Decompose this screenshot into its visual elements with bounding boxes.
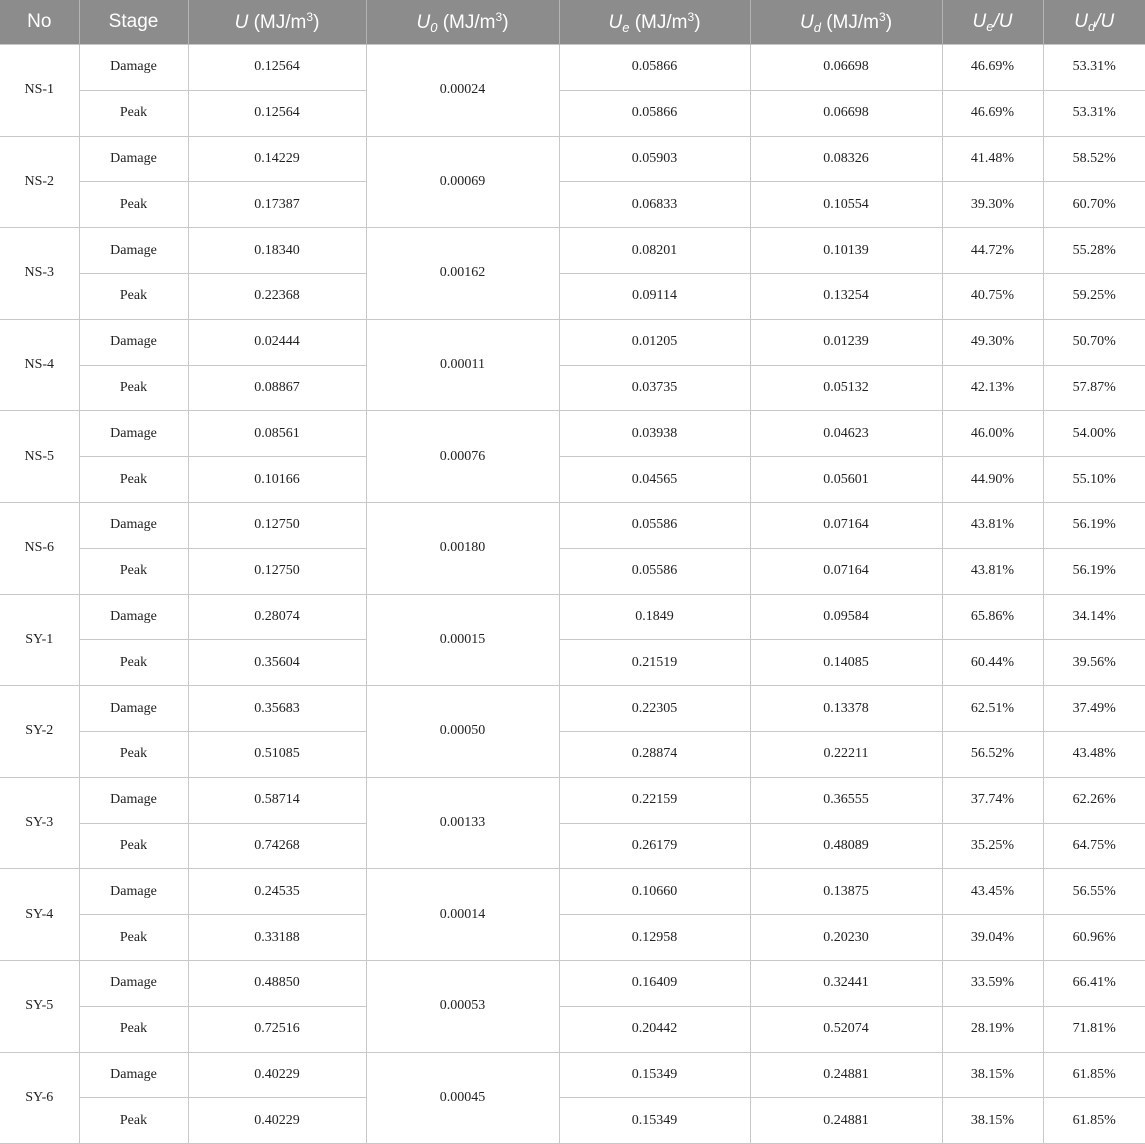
specimen-no-cell: NS-5 xyxy=(0,411,79,503)
u-cell: 0.33188 xyxy=(188,915,366,961)
stage-cell: Damage xyxy=(79,777,188,823)
ud-cell: 0.05132 xyxy=(750,365,942,411)
ue-ratio-cell: 44.72% xyxy=(942,228,1043,274)
u-cell: 0.17387 xyxy=(188,182,366,228)
table-row xyxy=(0,1052,1145,1098)
specimen-no-cell: NS-4 xyxy=(0,319,79,411)
ud-ratio-symbol: U xyxy=(1074,10,1088,32)
u-cell: 0.28074 xyxy=(188,594,366,640)
stage-cell: Damage xyxy=(79,45,188,91)
ud-ratio-cell: 55.10% xyxy=(1043,457,1145,503)
stage-cell: Damage xyxy=(79,411,188,457)
ud-cell: 0.13875 xyxy=(750,869,942,915)
u0-cell: 0.00014 xyxy=(366,869,559,961)
ud-cell: 0.07164 xyxy=(750,502,942,548)
u-cell: 0.24535 xyxy=(188,869,366,915)
ue-cell: 0.04565 xyxy=(559,457,750,503)
ud-cell: 0.08326 xyxy=(750,136,942,182)
ue-cell: 0.05866 xyxy=(559,90,750,136)
ue-cell: 0.12958 xyxy=(559,915,750,961)
ue-cell: 0.09114 xyxy=(559,273,750,319)
ud-cell: 0.13378 xyxy=(750,686,942,732)
table-row xyxy=(0,777,1145,823)
u0-cell: 0.00133 xyxy=(366,777,559,869)
specimen-no-cell: SY-1 xyxy=(0,594,79,686)
ue-unit: (MJ/m xyxy=(634,11,688,33)
stage-cell: Peak xyxy=(79,365,188,411)
ue-ratio-cell: 41.48% xyxy=(942,136,1043,182)
ud-ratio-cell: 59.25% xyxy=(1043,273,1145,319)
ud-cell: 0.14085 xyxy=(750,640,942,686)
header-ue xyxy=(559,0,750,45)
table-row xyxy=(0,502,1145,548)
table-row xyxy=(0,686,1145,732)
u0-cell: 0.00053 xyxy=(366,960,559,1052)
ud-cell: 0.48089 xyxy=(750,823,942,869)
u-cell: 0.74268 xyxy=(188,823,366,869)
header-no: No xyxy=(0,0,79,45)
u0-unit-exp: 3 xyxy=(495,9,503,24)
ud-unit-exp: 3 xyxy=(879,9,886,24)
ue-cell: 0.05586 xyxy=(559,548,750,594)
ud-cell: 0.10554 xyxy=(750,182,942,228)
u-cell: 0.18340 xyxy=(188,228,366,274)
table-row xyxy=(0,182,1145,228)
ue-cell: 0.21519 xyxy=(559,640,750,686)
stage-cell: Peak xyxy=(79,731,188,777)
stage-cell: Peak xyxy=(79,1006,188,1052)
ue-ratio-symbol: U xyxy=(972,10,987,32)
ud-ratio-cell: 58.52% xyxy=(1043,136,1145,182)
u-cell: 0.48850 xyxy=(188,960,366,1006)
table-row xyxy=(0,136,1145,182)
u-cell: 0.58714 xyxy=(188,777,366,823)
header-ud xyxy=(750,0,942,45)
u-cell: 0.12750 xyxy=(188,548,366,594)
ud-ratio-cell: 53.31% xyxy=(1043,45,1145,91)
ue-ratio-cell: 39.04% xyxy=(942,915,1043,961)
ue-subscript: e xyxy=(622,19,630,35)
u0-cell: 0.00162 xyxy=(366,228,559,320)
ud-ratio-cell: 61.85% xyxy=(1043,1052,1145,1098)
table-row xyxy=(0,640,1145,686)
stage-cell: Damage xyxy=(79,136,188,182)
u0-cell: 0.00180 xyxy=(366,502,559,594)
ud-cell: 0.13254 xyxy=(750,273,942,319)
ue-cell: 0.26179 xyxy=(559,823,750,869)
header-u0 xyxy=(366,0,559,45)
ue-ratio-cell: 46.00% xyxy=(942,411,1043,457)
ue-cell: 0.03938 xyxy=(559,411,750,457)
ue-cell: 0.28874 xyxy=(559,731,750,777)
ud-ratio-cell: 37.49% xyxy=(1043,686,1145,732)
ue-ratio-cell: 35.25% xyxy=(942,823,1043,869)
stage-cell: Damage xyxy=(79,869,188,915)
table-row xyxy=(0,319,1145,365)
ue-cell: 0.15349 xyxy=(559,1098,750,1144)
ue-cell: 0.1849 xyxy=(559,594,750,640)
ud-ratio-cell: 61.85% xyxy=(1043,1098,1145,1144)
ue-ratio-cell: 49.30% xyxy=(942,319,1043,365)
u-cell: 0.72516 xyxy=(188,1006,366,1052)
ue-cell: 0.10660 xyxy=(559,869,750,915)
ue-ratio-cell: 44.90% xyxy=(942,457,1043,503)
specimen-no-cell: NS-1 xyxy=(0,45,79,137)
stage-cell: Damage xyxy=(79,594,188,640)
table-row xyxy=(0,823,1145,869)
ud-cell: 0.24881 xyxy=(750,1052,942,1098)
ue-cell: 0.03735 xyxy=(559,365,750,411)
u-cell: 0.14229 xyxy=(188,136,366,182)
table-body xyxy=(0,45,1145,1144)
u0-subscript: 0 xyxy=(430,19,438,35)
ue-ratio-cell: 43.45% xyxy=(942,869,1043,915)
u-cell: 0.35683 xyxy=(188,686,366,732)
specimen-no-cell: NS-3 xyxy=(0,228,79,320)
stage-cell: Damage xyxy=(79,1052,188,1098)
stage-cell: Damage xyxy=(79,686,188,732)
stage-cell: Peak xyxy=(79,182,188,228)
specimen-no-cell: NS-2 xyxy=(0,136,79,228)
ue-cell: 0.05903 xyxy=(559,136,750,182)
specimen-no-cell: SY-5 xyxy=(0,960,79,1052)
table-row xyxy=(0,365,1145,411)
ue-cell: 0.06833 xyxy=(559,182,750,228)
ue-ratio-cell: 33.59% xyxy=(942,960,1043,1006)
ue-cell: 0.16409 xyxy=(559,960,750,1006)
ud-unit: (MJ/m xyxy=(826,11,879,33)
ue-ratio-subscript: e xyxy=(986,18,994,34)
ud-ratio-cell: 39.56% xyxy=(1043,640,1145,686)
u0-cell: 0.00024 xyxy=(366,45,559,137)
u-cell: 0.22368 xyxy=(188,273,366,319)
ud-ratio-cell: 56.19% xyxy=(1043,548,1145,594)
ud-cell: 0.36555 xyxy=(750,777,942,823)
stage-cell: Damage xyxy=(79,502,188,548)
u-cell: 0.40229 xyxy=(188,1052,366,1098)
ue-ratio-cell: 46.69% xyxy=(942,90,1043,136)
table-row xyxy=(0,548,1145,594)
table-row xyxy=(0,869,1145,915)
ud-cell: 0.06698 xyxy=(750,45,942,91)
u0-cell: 0.00050 xyxy=(366,686,559,778)
ue-ratio-cell: 60.44% xyxy=(942,640,1043,686)
u-cell: 0.51085 xyxy=(188,731,366,777)
ud-ratio-cell: 34.14% xyxy=(1043,594,1145,640)
ud-cell: 0.01239 xyxy=(750,319,942,365)
ud-cell: 0.10139 xyxy=(750,228,942,274)
ue-ratio-cell: 28.19% xyxy=(942,1006,1043,1052)
ue-ratio-cell: 42.13% xyxy=(942,365,1043,411)
u0-cell: 0.00011 xyxy=(366,319,559,411)
header-stage: Stage xyxy=(79,0,188,45)
ue-ratio-cell: 38.15% xyxy=(942,1052,1043,1098)
ud-cell: 0.06698 xyxy=(750,90,942,136)
ud-cell: 0.05601 xyxy=(750,457,942,503)
ud-cell: 0.20230 xyxy=(750,915,942,961)
ue-ratio-cell: 65.86% xyxy=(942,594,1043,640)
ud-ratio-cell: 66.41% xyxy=(1043,960,1145,1006)
ue-symbol: U xyxy=(608,11,623,33)
specimen-no-cell: SY-2 xyxy=(0,686,79,778)
ud-ratio-subscript: d xyxy=(1088,18,1096,34)
u0-unit-close: ) xyxy=(502,11,509,33)
stage-cell: Peak xyxy=(79,915,188,961)
u0-symbol: U xyxy=(416,11,431,33)
header-ue-ratio xyxy=(942,0,1043,45)
u0-cell: 0.00015 xyxy=(366,594,559,686)
u-unit: (MJ/m xyxy=(253,12,307,33)
ue-ratio-cell: 43.81% xyxy=(942,502,1043,548)
ue-ratio-cell: 62.51% xyxy=(942,686,1043,732)
ue-cell: 0.05866 xyxy=(559,45,750,91)
u0-cell: 0.00076 xyxy=(366,411,559,503)
ud-cell: 0.32441 xyxy=(750,960,942,1006)
u-cell: 0.08561 xyxy=(188,411,366,457)
ue-ratio-cell: 46.69% xyxy=(942,45,1043,91)
ud-ratio-cell: 57.87% xyxy=(1043,365,1145,411)
u-cell: 0.02444 xyxy=(188,319,366,365)
ue-cell: 0.22305 xyxy=(559,686,750,732)
u-cell: 0.40229 xyxy=(188,1098,366,1144)
stage-cell: Damage xyxy=(79,960,188,1006)
stage-cell: Damage xyxy=(79,228,188,274)
ud-ratio-cell: 55.28% xyxy=(1043,228,1145,274)
u-cell: 0.12564 xyxy=(188,90,366,136)
table-row xyxy=(0,1098,1145,1144)
ud-ratio-cell: 62.26% xyxy=(1043,777,1145,823)
stage-cell: Damage xyxy=(79,319,188,365)
u-unit-exp: 3 xyxy=(306,10,314,24)
table-row xyxy=(0,273,1145,319)
u-cell: 0.35604 xyxy=(188,640,366,686)
specimen-no-cell: NS-6 xyxy=(0,502,79,594)
table-row xyxy=(0,457,1145,503)
u-cell: 0.10166 xyxy=(188,457,366,503)
header-row xyxy=(0,0,1145,45)
ue-ratio-cell: 38.15% xyxy=(942,1098,1043,1144)
u0-cell: 0.00069 xyxy=(366,136,559,228)
ud-ratio-cell: 54.00% xyxy=(1043,411,1145,457)
stage-cell: Peak xyxy=(79,823,188,869)
u-unit-close: ) xyxy=(313,12,320,33)
stage-cell: Peak xyxy=(79,1098,188,1144)
ud-ratio-cell: 50.70% xyxy=(1043,319,1145,365)
stage-cell: Peak xyxy=(79,457,188,503)
specimen-no-cell: SY-6 xyxy=(0,1052,79,1144)
ud-ratio-divisor: /U xyxy=(1095,10,1115,32)
header-ud-ratio xyxy=(1043,0,1145,45)
table-row xyxy=(0,915,1145,961)
table-header xyxy=(0,0,1145,45)
ud-ratio-cell: 71.81% xyxy=(1043,1006,1145,1052)
table-row xyxy=(0,90,1145,136)
ud-ratio-cell: 60.70% xyxy=(1043,182,1145,228)
ud-ratio-cell: 60.96% xyxy=(1043,915,1145,961)
ud-unit-close: ) xyxy=(885,11,893,33)
ud-cell: 0.52074 xyxy=(750,1006,942,1052)
u-cell: 0.08867 xyxy=(188,365,366,411)
stage-cell: Peak xyxy=(79,273,188,319)
u0-cell: 0.00045 xyxy=(366,1052,559,1144)
ue-ratio-cell: 39.30% xyxy=(942,182,1043,228)
ud-ratio-cell: 64.75% xyxy=(1043,823,1145,869)
specimen-no-cell: SY-3 xyxy=(0,777,79,869)
ue-cell: 0.22159 xyxy=(559,777,750,823)
ud-ratio-cell: 53.31% xyxy=(1043,90,1145,136)
table-row xyxy=(0,411,1145,457)
table-row xyxy=(0,1006,1145,1052)
ud-cell: 0.04623 xyxy=(750,411,942,457)
ue-ratio-cell: 56.52% xyxy=(942,731,1043,777)
u-cell: 0.12564 xyxy=(188,45,366,91)
table-row xyxy=(0,731,1145,777)
ue-ratio-cell: 43.81% xyxy=(942,548,1043,594)
ue-cell: 0.05586 xyxy=(559,502,750,548)
ue-cell: 0.20442 xyxy=(559,1006,750,1052)
ue-cell: 0.08201 xyxy=(559,228,750,274)
ud-ratio-cell: 43.48% xyxy=(1043,731,1145,777)
stage-cell: Peak xyxy=(79,548,188,594)
ue-ratio-cell: 37.74% xyxy=(942,777,1043,823)
stage-cell: Peak xyxy=(79,90,188,136)
ud-cell: 0.24881 xyxy=(750,1098,942,1144)
header-u xyxy=(188,0,366,45)
table-row xyxy=(0,960,1145,1006)
ud-ratio-cell: 56.19% xyxy=(1043,502,1145,548)
table-row xyxy=(0,228,1145,274)
ue-ratio-divisor: /U xyxy=(993,10,1013,32)
u0-unit: (MJ/m xyxy=(442,11,496,33)
ud-ratio-cell: 56.55% xyxy=(1043,869,1145,915)
ud-subscript: d xyxy=(813,19,821,35)
table-row xyxy=(0,45,1145,91)
table-row xyxy=(0,594,1145,640)
ud-symbol: U xyxy=(799,11,814,33)
ue-ratio-cell: 40.75% xyxy=(942,273,1043,319)
ue-cell: 0.01205 xyxy=(559,319,750,365)
ud-cell: 0.22211 xyxy=(750,731,942,777)
ud-cell: 0.07164 xyxy=(750,548,942,594)
stage-cell: Peak xyxy=(79,640,188,686)
u-symbol: U xyxy=(234,12,249,33)
ue-unit-exp: 3 xyxy=(687,9,695,24)
ud-cell: 0.09584 xyxy=(750,594,942,640)
ue-unit-close: ) xyxy=(694,11,701,33)
ue-cell: 0.15349 xyxy=(559,1052,750,1098)
specimen-no-cell: SY-4 xyxy=(0,869,79,961)
u-cell: 0.12750 xyxy=(188,502,366,548)
